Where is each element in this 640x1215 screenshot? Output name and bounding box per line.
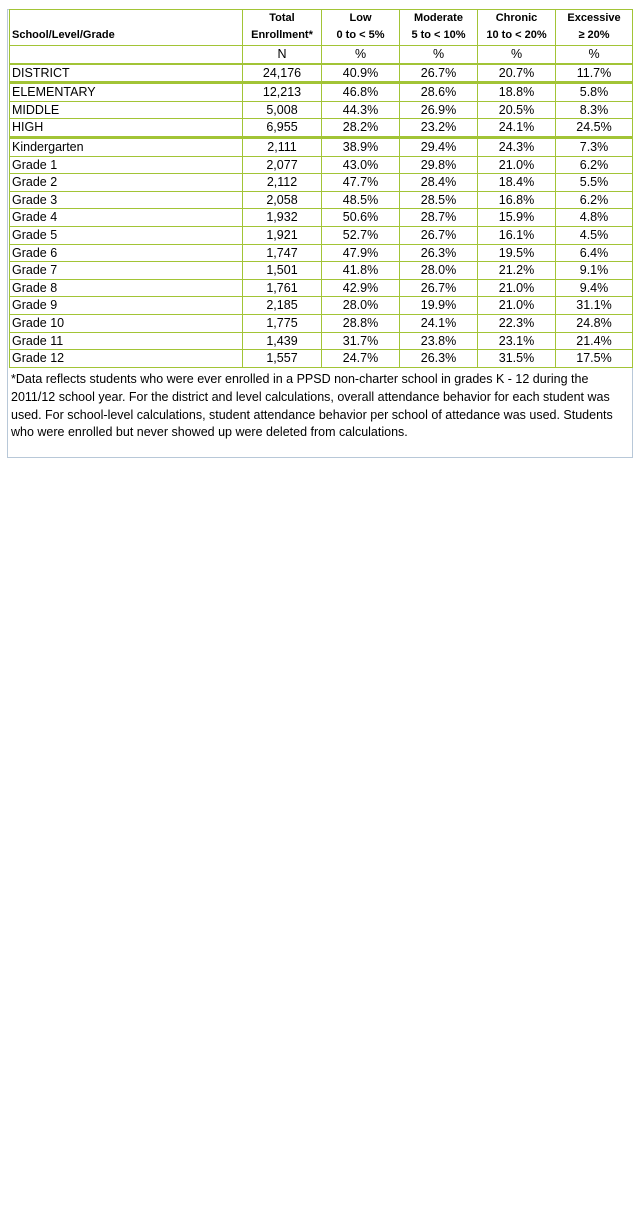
table-row — [10, 332, 633, 350]
row-label: Grade 9 — [10, 297, 243, 315]
table-cell: 47.7% — [322, 174, 400, 192]
table-cell: 28.5% — [400, 191, 478, 209]
row-label: Grade 5 — [10, 226, 243, 244]
table-row — [10, 279, 633, 297]
table-cell: 6.4% — [556, 244, 633, 262]
header-row — [10, 10, 633, 46]
table-cell: 19.9% — [400, 297, 478, 315]
table-cell: 1,557 — [243, 350, 322, 368]
table-cell: 5.5% — [556, 174, 633, 192]
attendance-table — [9, 9, 633, 368]
table-cell: 4.5% — [556, 226, 633, 244]
table-cell: 28.7% — [400, 209, 478, 227]
table-cell: 19.5% — [478, 244, 556, 262]
table-cell: 11.7% — [556, 64, 633, 83]
table-cell: 21.4% — [556, 332, 633, 350]
table-body — [10, 64, 633, 368]
table-row — [10, 156, 633, 174]
row-label: Grade 11 — [10, 332, 243, 350]
header-moderate: Moderate 5 to < 10% — [400, 10, 478, 46]
table-cell: 24,176 — [243, 64, 322, 83]
table-cell: 1,921 — [243, 226, 322, 244]
table-cell: 26.3% — [400, 244, 478, 262]
table-cell: 31.1% — [556, 297, 633, 315]
table-cell: 24.1% — [400, 314, 478, 332]
header-total-enrollment: Total Enrollment* — [243, 10, 322, 46]
table-cell: 2,077 — [243, 156, 322, 174]
table-cell: 16.1% — [478, 226, 556, 244]
table-cell: 28.4% — [400, 174, 478, 192]
table-cell: 26.7% — [400, 64, 478, 83]
header-low: Low 0 to < 5% — [322, 10, 400, 46]
header-chronic: Chronic 10 to < 20% — [478, 10, 556, 46]
table-cell: 21.0% — [478, 297, 556, 315]
table-row — [10, 209, 633, 227]
table-cell: 5,008 — [243, 101, 322, 119]
table-cell: 29.4% — [400, 137, 478, 156]
table-cell: 20.7% — [478, 64, 556, 83]
row-label: ELEMENTARY — [10, 83, 243, 102]
table-cell: 28.0% — [400, 262, 478, 280]
row-label: HIGH — [10, 119, 243, 138]
row-label: Grade 10 — [10, 314, 243, 332]
unit-cell: % — [400, 46, 478, 64]
table-cell: 9.4% — [556, 279, 633, 297]
table-cell: 40.9% — [322, 64, 400, 83]
row-label: DISTRICT — [10, 64, 243, 83]
header-excessive: Excessive ≥ 20% — [556, 10, 633, 46]
table-cell: 26.9% — [400, 101, 478, 119]
table-cell: 1,501 — [243, 262, 322, 280]
table-cell: 28.6% — [400, 83, 478, 102]
table-cell: 46.8% — [322, 83, 400, 102]
table-cell: 2,112 — [243, 174, 322, 192]
table-cell: 50.6% — [322, 209, 400, 227]
unit-cell: % — [478, 46, 556, 64]
table-cell: 12,213 — [243, 83, 322, 102]
row-label: Grade 7 — [10, 262, 243, 280]
table-cell: 20.5% — [478, 101, 556, 119]
table-row — [10, 119, 633, 138]
table-cell: 15.9% — [478, 209, 556, 227]
table-cell: 8.3% — [556, 101, 633, 119]
table-cell: 24.7% — [322, 350, 400, 368]
table-cell: 23.8% — [400, 332, 478, 350]
table-cell: 48.5% — [322, 191, 400, 209]
table-cell: 22.3% — [478, 314, 556, 332]
row-label: MIDDLE — [10, 101, 243, 119]
unit-cell: N — [243, 46, 322, 64]
table-cell: 2,185 — [243, 297, 322, 315]
unit-cell — [10, 46, 243, 64]
table-header — [10, 10, 633, 64]
table-cell: 5.8% — [556, 83, 633, 102]
table-cell: 43.0% — [322, 156, 400, 174]
table-row — [10, 297, 633, 315]
table-cell: 16.8% — [478, 191, 556, 209]
row-label: Grade 6 — [10, 244, 243, 262]
table-row — [10, 262, 633, 280]
table-cell: 18.4% — [478, 174, 556, 192]
table-cell: 7.3% — [556, 137, 633, 156]
row-label: Grade 8 — [10, 279, 243, 297]
table-cell: 21.0% — [478, 156, 556, 174]
table-cell: 31.7% — [322, 332, 400, 350]
table-cell: 24.5% — [556, 119, 633, 138]
table-cell: 24.8% — [556, 314, 633, 332]
table-cell: 28.8% — [322, 314, 400, 332]
table-cell: 26.3% — [400, 350, 478, 368]
table-row — [10, 244, 633, 262]
table-cell: 52.7% — [322, 226, 400, 244]
table-cell: 21.0% — [478, 279, 556, 297]
table-cell: 47.9% — [322, 244, 400, 262]
table-cell: 2,111 — [243, 137, 322, 156]
table-cell: 23.2% — [400, 119, 478, 138]
table-cell: 4.8% — [556, 209, 633, 227]
table-cell: 9.1% — [556, 262, 633, 280]
table-cell: 31.5% — [478, 350, 556, 368]
header-school-level-grade: School/Level/Grade — [10, 10, 243, 46]
table-cell: 28.2% — [322, 119, 400, 138]
table-cell: 18.8% — [478, 83, 556, 102]
table-cell: 6,955 — [243, 119, 322, 138]
table-row — [10, 350, 633, 368]
table-cell: 1,761 — [243, 279, 322, 297]
table-row — [10, 83, 633, 102]
table-cell: 24.3% — [478, 137, 556, 156]
table-cell: 26.7% — [400, 279, 478, 297]
table-cell: 1,747 — [243, 244, 322, 262]
table-cell: 6.2% — [556, 156, 633, 174]
table-cell: 21.2% — [478, 262, 556, 280]
table-row — [10, 314, 633, 332]
table-row — [10, 174, 633, 192]
footnote: *Data reflects students who were ever enrolled in a PPSD non-charter school in grades K - 12 during the 2011/12 school year. For the district and level calculations, overall attendance behavior for each student was used. For school-level calculations, student attendance behavior per school of attedance was used. Students who were enrolled but never showed up were deleted from calculations. — [11, 372, 613, 440]
table-cell: 44.3% — [322, 101, 400, 119]
row-label: Grade 12 — [10, 350, 243, 368]
table-cell: 24.1% — [478, 119, 556, 138]
table-cell: 1,775 — [243, 314, 322, 332]
unit-cell: % — [322, 46, 400, 64]
units-row — [10, 46, 633, 64]
table-cell: 2,058 — [243, 191, 322, 209]
table-cell: 17.5% — [556, 350, 633, 368]
row-label: Grade 2 — [10, 174, 243, 192]
table-row — [10, 137, 633, 156]
table-cell: 42.9% — [322, 279, 400, 297]
table-cell: 28.0% — [322, 297, 400, 315]
table-cell: 38.9% — [322, 137, 400, 156]
unit-cell: % — [556, 46, 633, 64]
table-cell: 1,932 — [243, 209, 322, 227]
table-row — [10, 226, 633, 244]
table-cell: 23.1% — [478, 332, 556, 350]
table-cell: 41.8% — [322, 262, 400, 280]
table-row — [10, 64, 633, 83]
table-cell: 29.8% — [400, 156, 478, 174]
row-label: Grade 1 — [10, 156, 243, 174]
table-cell: 6.2% — [556, 191, 633, 209]
table-cell: 26.7% — [400, 226, 478, 244]
table-row — [10, 101, 633, 119]
table-cell: 1,439 — [243, 332, 322, 350]
table-row — [10, 191, 633, 209]
row-label: Grade 3 — [10, 191, 243, 209]
row-label: Grade 4 — [10, 209, 243, 227]
row-label: Kindergarten — [10, 137, 243, 156]
